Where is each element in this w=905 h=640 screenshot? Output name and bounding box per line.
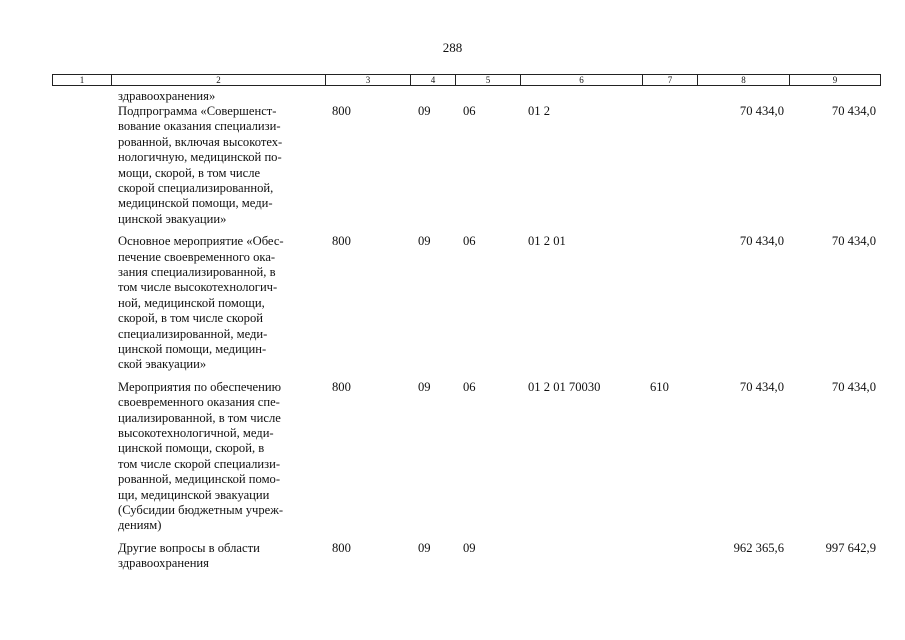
table-row <box>52 380 880 541</box>
row-cell-c5: 06 <box>463 379 476 394</box>
row-cell-c3: 800 <box>332 540 351 555</box>
row-cell-c8: 70 434,0 <box>739 234 784 249</box>
column-number-2: 2 <box>112 75 326 86</box>
row-cell-c5: 09 <box>463 540 476 555</box>
row-cell-c6: 01 2 01 <box>528 234 566 249</box>
row-name-line: щи, медицинской эвакуации <box>118 487 270 502</box>
row-name-line: печение своевременного ока- <box>118 249 276 264</box>
page-number: 288 <box>442 40 463 55</box>
row-name <box>118 104 328 227</box>
row-name-line: Мероприятия по обеспечению <box>118 379 282 394</box>
row-name-line: Другие вопросы в области <box>118 540 260 555</box>
row-cell-c7: 610 <box>650 379 669 394</box>
row-name-line: вование оказания специализи- <box>118 119 281 134</box>
row-name-line: здравоохранения <box>118 556 209 571</box>
row-name <box>118 380 328 534</box>
column-number-5: 5 <box>456 75 521 86</box>
row-cell-c3: 800 <box>332 379 351 394</box>
row-cell-c8: 70 434,0 <box>739 104 784 118</box>
budget-table-body <box>52 89 880 579</box>
row-name-line: рованной, включая высокотех- <box>118 134 283 149</box>
continuation-text: здравоохранения» <box>118 89 216 103</box>
row-cell-c3: 800 <box>332 104 351 118</box>
row-name-line: цинской помощи, скорой, в <box>118 441 265 456</box>
row-name-line: том числе скорой специализи- <box>118 456 281 471</box>
column-number-8: 8 <box>698 75 790 86</box>
row-name-line: скорой специализированной, <box>118 181 274 196</box>
row-name-line: рованной, медицинской помо- <box>118 472 281 487</box>
row-cell-c3: 800 <box>332 234 351 249</box>
row-cell-c6: 01 2 <box>528 104 551 118</box>
row-cell-c4: 09 <box>418 234 431 249</box>
column-number-1: 1 <box>53 75 112 86</box>
column-number-header <box>52 74 881 86</box>
row-name-line: ской эвакуации» <box>118 357 207 372</box>
row-name-line: специализированной, меди- <box>118 326 268 341</box>
table-row <box>52 104 880 234</box>
row-name-line: скорой, в том числе скорой <box>118 311 263 326</box>
row-name <box>118 234 328 373</box>
row-cell-c6: 01 2 01 70030 <box>528 379 601 394</box>
row-name-line: Подпрограмма «Совершенст- <box>118 104 277 118</box>
row-name-line: дениям) <box>118 518 162 533</box>
row-cell-c9: 70 434,0 <box>831 234 876 249</box>
row-name-line: высокотехнологичной, меди- <box>118 426 274 440</box>
row-name-line: Основное мероприятие «Обес- <box>118 234 284 249</box>
table-row <box>52 541 880 579</box>
continuation-row <box>52 89 880 104</box>
row-name-line: своевременного оказания спе- <box>118 395 280 410</box>
row-cell-c4: 09 <box>418 540 431 555</box>
row-cell-c9: 70 434,0 <box>831 104 876 118</box>
row-cell-c4: 09 <box>418 379 431 394</box>
row-name <box>118 541 328 572</box>
row-name-line: цинской помощи, медицин- <box>118 342 267 357</box>
row-name-line: цинской эвакуации» <box>118 211 227 226</box>
row-cell-c9: 70 434,0 <box>831 379 876 394</box>
row-name-line: циализированной, в том числе <box>118 410 281 425</box>
column-number-7: 7 <box>643 75 698 86</box>
row-cell-c9: 997 642,9 <box>825 540 876 555</box>
row-cell-c5: 06 <box>463 234 476 249</box>
row-name-line: нологичную, медицинской по- <box>118 150 282 165</box>
row-name-line: мощи, скорой, в том числе <box>118 165 261 180</box>
row-name-line: том числе высокотехнологич- <box>118 280 278 295</box>
row-name-line: ной, медицинской помощи, <box>118 295 265 310</box>
row-name-line: зания специализированной, в <box>118 265 276 279</box>
row-cell-c8: 962 365,6 <box>733 540 784 555</box>
row-cell-c8: 70 434,0 <box>739 379 784 394</box>
row-name-line: медицинской помощи, меди- <box>118 196 273 211</box>
row-name-line: (Субсидии бюджетным учреж- <box>118 503 284 518</box>
row-cell-c4: 09 <box>418 104 431 118</box>
column-number-3: 3 <box>326 75 411 86</box>
column-number-4: 4 <box>411 75 456 86</box>
table-row <box>52 234 880 380</box>
column-number-9: 9 <box>790 75 881 86</box>
row-cell-c5: 06 <box>463 104 476 118</box>
column-number-6: 6 <box>521 75 643 86</box>
